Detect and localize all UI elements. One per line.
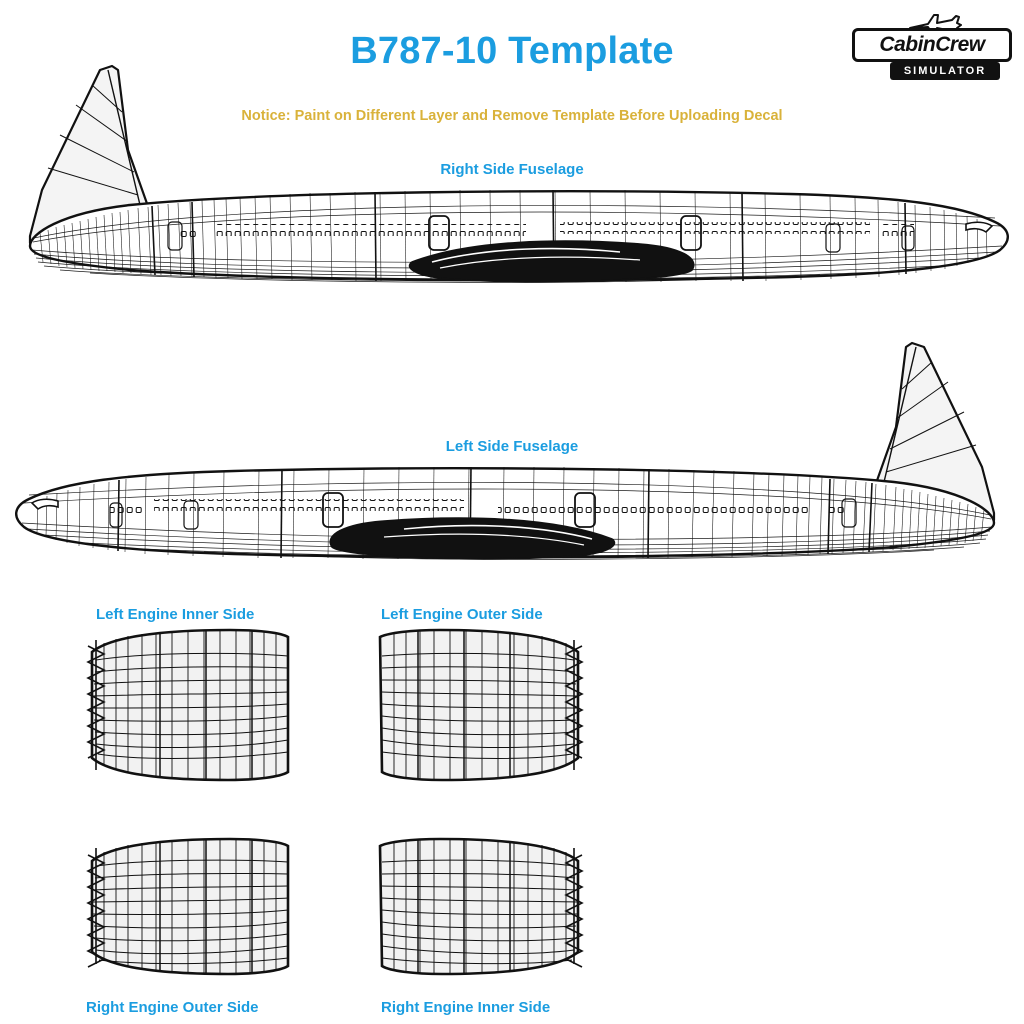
logo-name-plate [852,28,1012,62]
label-left-engine-inner: Left Engine Inner Side [96,606,255,623]
page-title: B787-10 Template [350,30,674,72]
logo-name: CabinCrew [879,33,985,56]
left-engine-outer-drawing [380,630,582,780]
label-left-side-fuselage: Left Side Fuselage [445,438,579,455]
label-right-engine-inner: Right Engine Inner Side [381,999,551,1016]
label-right-side-fuselage: Right Side Fuselage [440,161,584,178]
left-engine-inner-drawing [88,630,288,780]
notice-text: Notice: Paint on Different Layer and Remove Template Before Uploading Decal [241,108,783,124]
label-right-engine-outer: Right Engine Outer Side [86,999,259,1016]
cabincrew-simulator-logo [852,14,1012,86]
right-engine-outer-drawing [88,839,288,974]
logo-subtitle-plate [890,62,1000,80]
right-engine-inner-drawing [380,839,582,974]
label-left-engine-outer: Left Engine Outer Side [381,606,543,623]
logo-subtitle: SIMULATOR [903,65,987,77]
